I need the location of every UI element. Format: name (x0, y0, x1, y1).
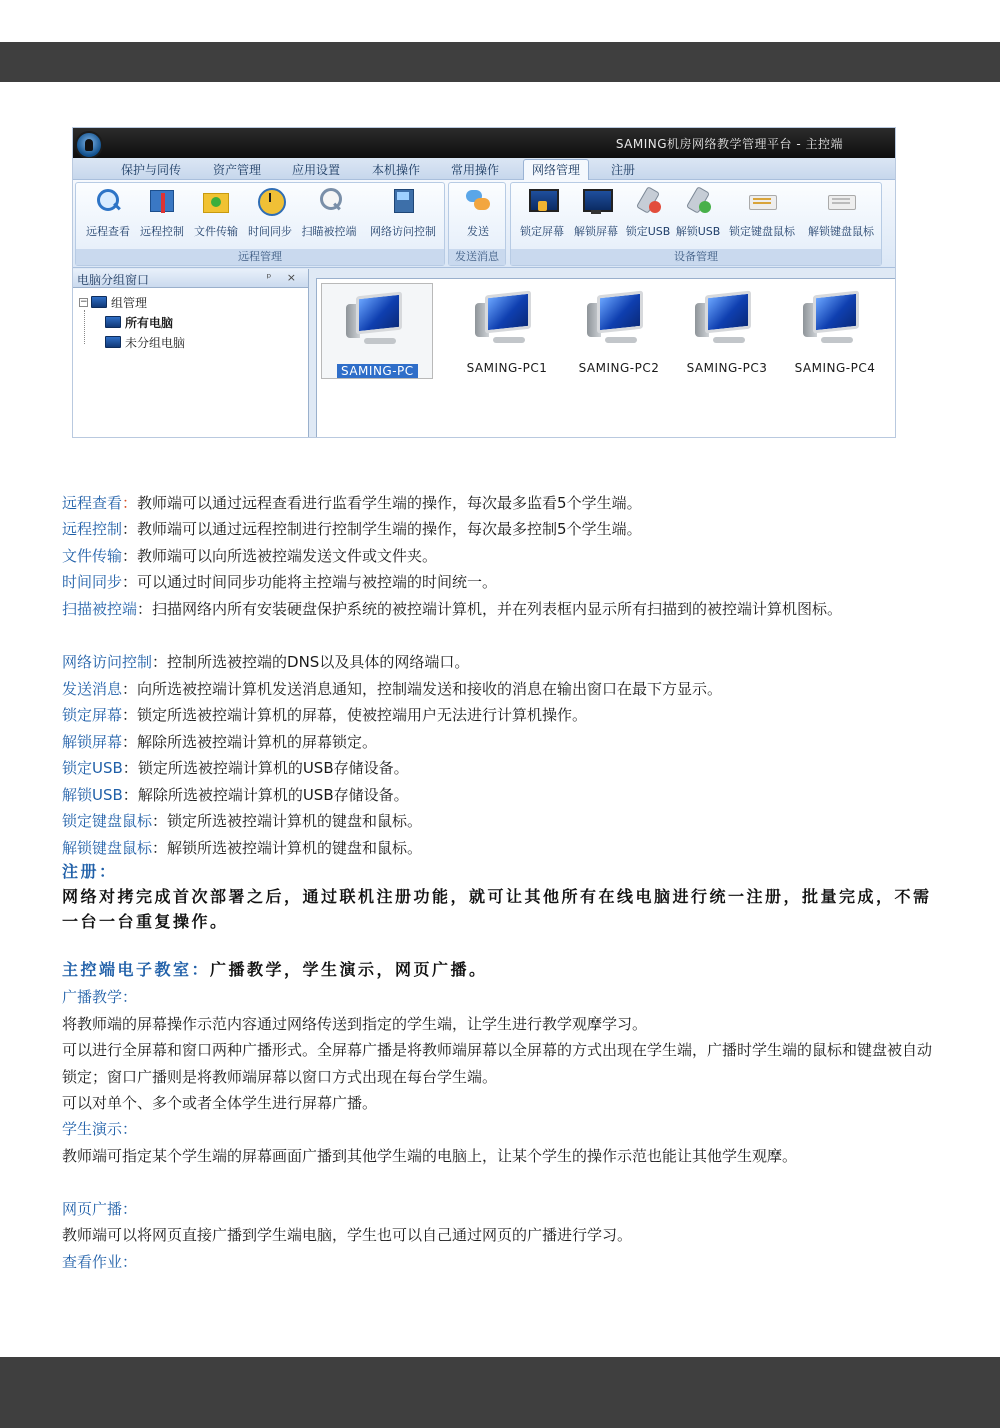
computer-group-icon (91, 296, 107, 308)
time-sync-button[interactable]: 时间同步 (244, 187, 296, 245)
send-message-button[interactable]: 发送 (453, 187, 503, 245)
group-remote (75, 182, 445, 266)
feature-line: 远程控制：教师端可以通过远程控制进行控制学生端的操作，每次最多控制5个学生端。 (62, 520, 642, 538)
monitor-icon (803, 293, 861, 341)
remote-view-button[interactable]: 远程查看 (82, 187, 134, 245)
feature-line: 解锁屏幕：解除所选被控端计算机的屏幕锁定。 (62, 733, 378, 751)
monitor-icon (587, 293, 645, 341)
group-device (510, 182, 882, 266)
menu-common-ops[interactable]: 常用操作 (451, 163, 500, 177)
group-panel (73, 269, 309, 438)
menu-network[interactable]: 网络管理 (523, 159, 589, 182)
monitor-icon (346, 294, 404, 342)
group-tree (73, 288, 308, 352)
footer-band (0, 1357, 1000, 1428)
menu-app-settings[interactable]: 应用设置 (292, 163, 341, 177)
web-broadcast-title: 网页广播： (62, 1200, 138, 1218)
broadcast-paragraph: 可以进行全屏幕和窗口两种广播形式。全屏幕广播是将教师端屏幕以全屏幕的方式出现在学生端，广播时学生端的鼠标和键盘被自动锁定；窗口广播则是将教师端屏幕以窗口方式出现在每台学生端。 (62, 1041, 933, 1086)
computer-item[interactable]: SAMING-PC3 (671, 283, 783, 379)
folder-transfer-icon (201, 187, 231, 215)
header-band (0, 42, 1000, 82)
group-message (448, 182, 506, 266)
feature-line: 锁定USB：锁定所选被控端计算机的USB存储设备。 (62, 759, 409, 777)
chat-bubbles-icon (463, 187, 493, 215)
feature-line: 发送消息：向所选被控端计算机发送消息通知，控制端发送和接收的消息在输出窗口在最下方显示。 (62, 680, 723, 698)
feature-line: 解锁USB：解除所选被控端计算机的USB存储设备。 (62, 786, 409, 804)
lock-kbd-mouse-button[interactable]: 锁定键盘鼠标 (725, 187, 799, 245)
window-title: SAMING机房网络教学管理平台 - 主控端 (615, 137, 843, 151)
clock-icon (255, 187, 285, 215)
tree-root[interactable]: − 组管理 (80, 295, 148, 310)
collapse-icon[interactable]: − (80, 296, 88, 307)
keyboard-icon (826, 187, 856, 215)
remote-control-button[interactable]: 远程控制 (136, 187, 188, 245)
panel-pin-close-icons[interactable]: ᵖ × (266, 271, 302, 284)
title-bar (73, 128, 895, 158)
usb-unlock-icon (683, 187, 713, 215)
monitor-icon (581, 187, 611, 215)
monitor-lock-icon (527, 187, 557, 215)
computer-item[interactable]: SAMING-PC1 (451, 283, 563, 379)
unlock-screen-button[interactable]: 解锁屏幕 (569, 187, 623, 245)
computer-group-icon (105, 316, 121, 328)
demo-title: 学生演示： (62, 1120, 138, 1138)
group-device-label: 设备管理 (511, 249, 881, 265)
broadcast-paragraph: 将教师端的屏幕操作示范内容通过网络传送到指定的学生端，让学生进行教学观摩学习。 (62, 1015, 648, 1033)
web-broadcast-paragraph: 教师端可以将网页直接广播到学生端电脑，学生也可以自己通过网页的广播进行学习。 (62, 1226, 633, 1244)
monitor-icon (475, 293, 533, 341)
unlock-usb-button[interactable]: 解锁USB (673, 187, 723, 245)
homework-title: 查看作业： (62, 1253, 138, 1271)
group-message-label: 发送消息 (449, 249, 505, 265)
computer-item[interactable]: SAMING-PC2 (563, 283, 675, 379)
keyboard-lock-icon (747, 187, 777, 215)
tools-icon (147, 187, 177, 215)
feature-line: 远程查看：教师端可以通过远程查看进行监看学生端的操作，每次最多监看5个学生端。 (62, 494, 642, 512)
menu-protect-sync[interactable]: 保护与同传 (121, 163, 182, 177)
feature-line: 时间同步：可以通过时间同步功能将主控端与被控端的时间统一。 (62, 573, 498, 591)
demo-paragraph: 教师端可指定某个学生端的屏幕画面广播到其他学生端的电脑上，让某个学生的操作示范也能让其他学生观摩。 (62, 1147, 798, 1165)
menu-bar (73, 158, 895, 180)
app-logo-icon[interactable] (75, 131, 103, 159)
computer-item[interactable]: SAMING-PC4 (779, 283, 891, 379)
magnifier-icon (93, 187, 123, 215)
tree-all-computers[interactable]: 所有电脑 (79, 312, 308, 332)
register-heading: 注册： (62, 862, 118, 881)
group-remote-label: 远程管理 (76, 249, 444, 265)
scan-clients-button[interactable]: 扫瞄被控端 (298, 187, 360, 245)
ribbon (73, 180, 895, 268)
feature-line: 文件传输：教师端可以向所选被控端发送文件或文件夹。 (62, 547, 438, 565)
network-access-icon (388, 187, 418, 215)
group-panel-header (73, 269, 308, 288)
monitor-icon (695, 293, 753, 341)
feature-line: 解锁键盘鼠标：解锁所选被控端计算机的键盘和鼠标。 (62, 839, 423, 857)
lock-screen-button[interactable]: 锁定屏幕 (515, 187, 569, 245)
lock-usb-button[interactable]: 锁定USB (623, 187, 673, 245)
classroom-heading: 主控端电子教室：广播教学，学生演示，网页广播。 (62, 960, 488, 979)
feature-line: 网络访问控制：控制所选被控端的DNS以及具体的网络端口。 (62, 653, 470, 671)
scan-icon (314, 187, 344, 215)
network-access-button[interactable]: 网络访问控制 (364, 187, 442, 245)
feature-line: 锁定键盘鼠标：锁定所选被控端计算机的键盘和鼠标。 (62, 812, 423, 830)
computer-group-icon (105, 336, 121, 348)
register-text: 网络对拷完成首次部署之后，通过联机注册功能，就可让其他所有在线电脑进行统一注册，批量完成，不需一台一台重复操作。 (62, 887, 932, 931)
computer-item[interactable]: SAMING-PC (321, 283, 433, 379)
tree-ungrouped[interactable]: 未分组电脑 (79, 332, 308, 352)
menu-asset[interactable]: 资产管理 (213, 163, 262, 177)
feature-line: 锁定屏幕：锁定所选被控端计算机的屏幕，使被控端用户无法进行计算机操作。 (62, 706, 588, 724)
group-panel-title: 电脑分组窗口 (77, 273, 150, 287)
file-transfer-button[interactable]: 文件传输 (190, 187, 242, 245)
app-screenshot (72, 127, 896, 438)
usb-lock-icon (633, 187, 663, 215)
computer-list (316, 278, 896, 438)
broadcast-title: 广播教学： (62, 988, 138, 1006)
menu-local-ops[interactable]: 本机操作 (372, 163, 421, 177)
feature-line: 扫描被控端：扫描网络内所有安装硬盘保护系统的被控端计算机，并在列表框内显示所有扫描到的被控端计算机图标。 (62, 600, 843, 618)
broadcast-paragraph: 可以对单个、多个或者全体学生进行屏幕广播。 (62, 1094, 378, 1112)
menu-register[interactable]: 注册 (611, 163, 636, 177)
unlock-kbd-mouse-button[interactable]: 解锁键盘鼠标 (803, 187, 879, 245)
